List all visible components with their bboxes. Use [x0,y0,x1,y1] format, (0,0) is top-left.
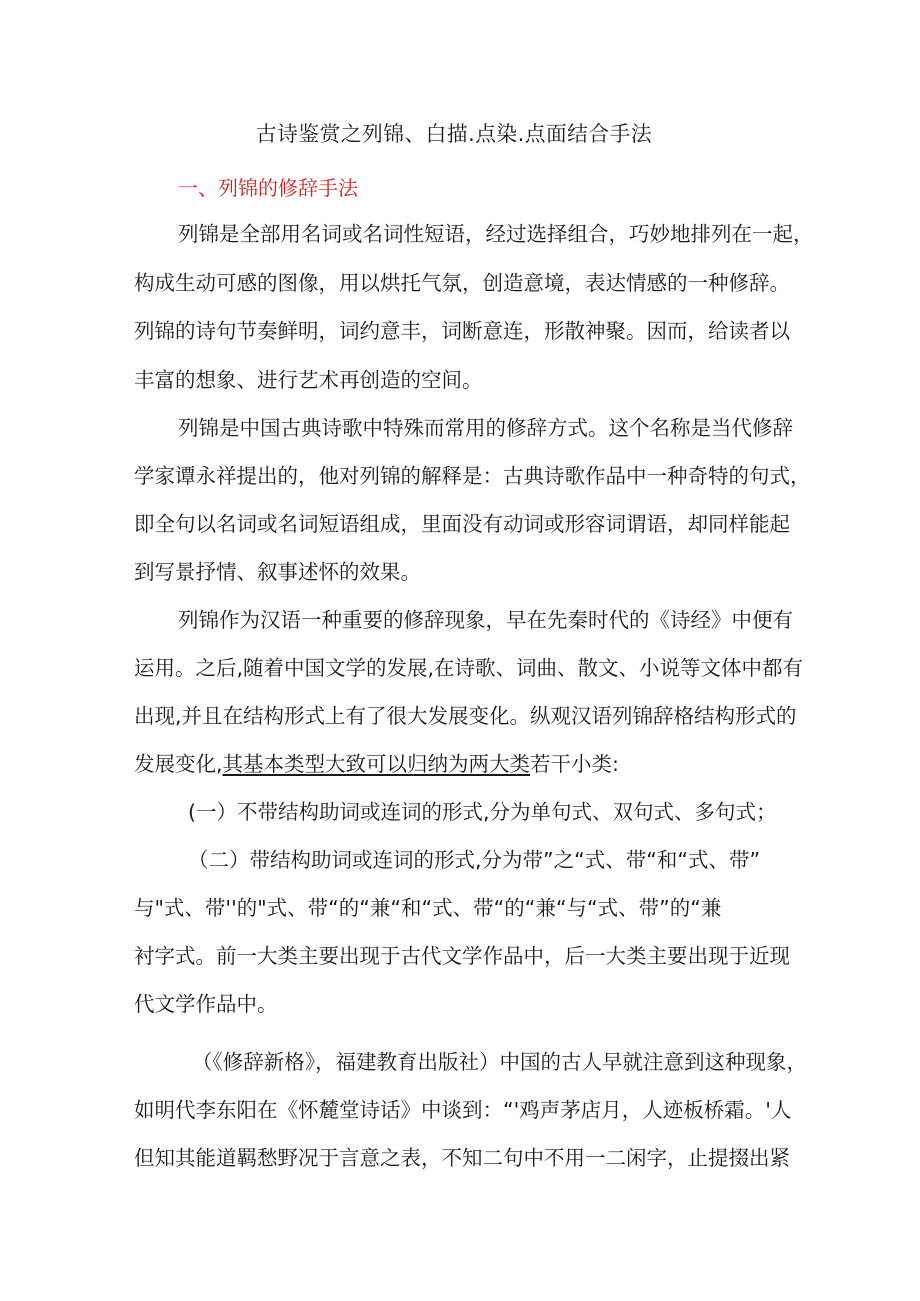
paragraph-line: 衬字式。前一大类主要出现于古代文学作品中，后一大类主要出现于近现 [134,944,790,968]
paragraph-line: （《修辞新格》，福建教育出版社）中国的古人早就注意到这种现象， [192,1050,807,1074]
paragraph-line: 但知其能道羁愁野况于言意之表，不知二句中不用一二闲字，止提掇出紧 [134,1146,790,1170]
text-before: 发展变化, [134,752,223,776]
paragraph-line: 到写景抒情、叙事述怀的效果。 [134,560,421,584]
paragraph-line: 列锦是全部用名词或名词性短语，经过选择组合，巧妙地排列在一起， [178,222,814,246]
paragraph-line: 与"式、带''的"式、带“的“兼“和“式、带“的“兼“与“式、带”的“兼 [134,896,722,920]
paragraph-line: 构成生动可感的图像，用以烘托气氛，创造意境，表达情感的一种修辞。 [134,271,790,295]
paragraph-line-underlined [134,748,619,780]
paragraph-line: 代文学作品中。 [134,992,278,1016]
list-item: （二）带结构助词或连词的形式,分为带”之“式、带“和“式、带” [188,848,761,872]
underlined-text: 其基本类型大致可以归纳为两大类 [222,752,531,776]
list-item: (一）不带结构助词或连词的形式,分为单句式、双句式、多句式； [188,800,777,824]
paragraph-line: 即全句以名词或名词短语组成，里面没有动词或形容词谓语，却同样能起 [134,512,790,536]
paragraph-line: 运用。之后,随着中国文学的发展,在诗歌、词曲、散文、小说等文体中都有 [134,656,804,680]
section-heading: 一、列锦的修辞手法 [178,176,358,200]
paragraph-line: 列锦是中国古典诗歌中特殊而常用的修辞方式。这个名称是当代修辞 [178,416,793,440]
text-after: 若干小类: [530,752,619,776]
paragraph-line: 丰富的想象、进行艺术再创造的空间。 [134,368,483,392]
paragraph-line: 出现,并且在结构形式上有了很大发展变化。纵观汉语列锦辞格结构形式的 [134,704,797,728]
paragraph-line: 学家谭永祥提出的，他对列锦的解释是：古典诗歌作品中一种奇特的句式， [134,464,811,488]
paragraph-line: 如明代李东阳在《怀麓堂诗话》中谈到：“'鸡声茅店月，人迹板桥霜。'人 [134,1098,792,1122]
paragraph-line: 列锦的诗句节奏鲜明，词约意丰，词断意连，形散神聚。因而，给读者以 [134,319,790,343]
document-title: 古诗鉴赏之列锦、白描.点染.点面结合手法 [255,122,653,146]
paragraph-line: 列锦作为汉语一种重要的修辞现象，早在先秦时代的《诗经》中便有 [178,608,793,632]
